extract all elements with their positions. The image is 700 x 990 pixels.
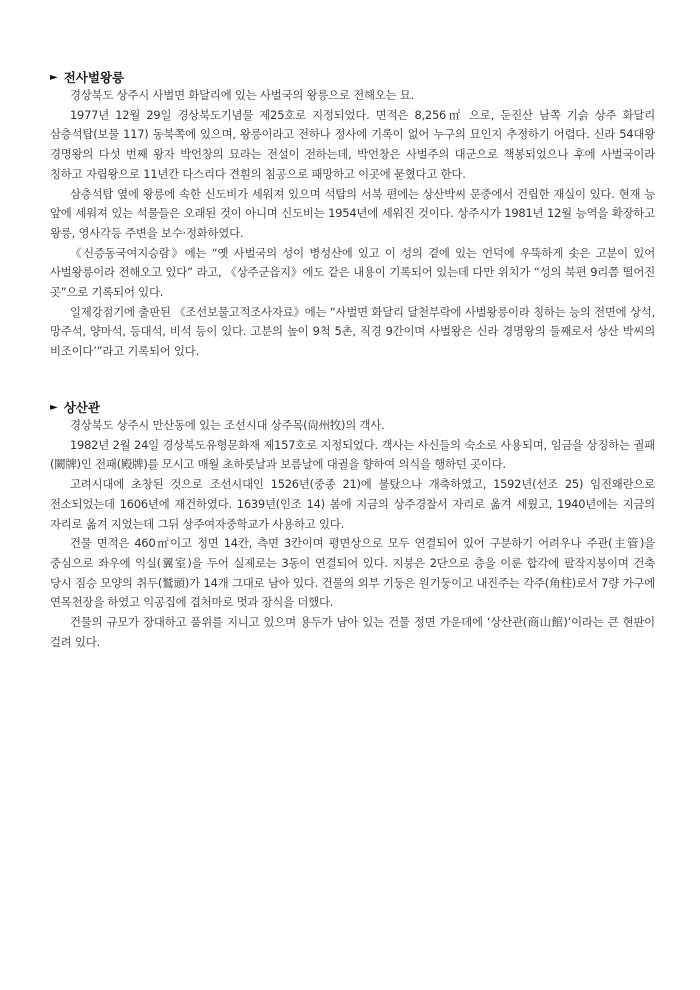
paragraph: 일제강점기에 출판된 《조선보물고적조사자료》에는 “사벌면 화달리 달천부락에 사벌왕릉이라 칭하는 능의 전면에 상석, 망주석, 양마석, 등대석, 비석 등이 있다. 고분의 높이 9척 5촌, 직경 9간이며 사벌왕은 신라 경명왕의 둘째로서 상산 박씨의 비조이다’”라고 기록되어 있다. (50, 304, 655, 359)
section-title: 전사벌왕릉 (63, 70, 125, 85)
section-sangsangwan (50, 398, 655, 652)
section-title: 상산관 (63, 400, 100, 415)
section-heading (50, 68, 655, 86)
paragraph: 건물 면적은 460㎡이고 정면 14칸, 측면 3칸이며 평면상으로 모두 연결되어 있어 구분하기 어려우나 주관(主管)을 중심으로 좌우에 익실(翼室)을 두어 실제로는 3동이 연결되어 있다. 지붕은 2단으로 층을 이룬 합각에 팔작지붕이며 건축 당시 짐승 모양의 취두(鷲頭)가 14개 그대로 남아 있다. 건물의 외부 기둥은 원기둥이고 내진주는 각주(角柱)로서 7량 가구에 연목천장을 하였고 익공집에 겹처마로 멋과 장식을 더했다. (50, 536, 655, 610)
paragraph: 《신증동국여지승람》에는 “옛 사벌국의 성이 병성산에 있고 이 성의 곁에 있는 언덕에 우뚝하게 솟은 고분이 있어 사벌왕릉이라 전해오고 있다” 라고, 《상주군읍지》에도 같은 내용이 기록되어 있는데 다만 위치가 “성의 북편 9리쯤 떨어진 곳”으로 기록되어 있다. (50, 245, 655, 300)
paragraph: 1982년 2월 24일 경상북도유형문화재 제157호로 지정되었다. 객사는 사신들의 숙소로 사용되며, 임금을 상징하는 궐패(闕牌)인 전패(殿牌)를 모시고 매월 초하룻날과 보름날에 대궐을 향하여 의식을 행하던 곳이다. (50, 437, 655, 472)
pointer-triangle-icon: ► (50, 71, 58, 83)
section-heading (50, 398, 655, 416)
paragraph: 삼층석탑 옆에 왕릉에 속한 신도비가 세워져 있으며 석탑의 서북 편에는 상산박씨 문중에서 건립한 재실이 있다. 현재 능 앞에 세워져 있는 석물들은 오래된 것이 아니며 신도비는 1954년에 세워진 것이다. 상주시가 1981년 12월 능역을 확장하고 왕릉, 영사각등 주변을 보수·정화하였다. (50, 186, 655, 240)
section-jeonsabeol-wangneung (50, 68, 655, 362)
pointer-triangle-icon: ► (50, 401, 58, 413)
paragraph: 경상북도 상주시 만산동에 있는 조선시대 상주목(尙州牧)의 객사. (70, 418, 385, 432)
paragraph: 경상북도 상주시 사벌면 화달리에 있는 사벌국의 왕릉으로 전해오는 묘. (70, 88, 415, 102)
paragraph: 고려시대에 초창된 것으로 조선시대인 1526년(중종 21)에 불탔으나 개축하였고, 1592년(선조 25) 임진왜란으로 전소되었는데 1606년에 재건하였다. 1639년(인조 14) 봄에 지금의 상주경찰서 자리로 옮겨 세웠고, 1940년에는 지금의 자리로 옮겨 지었는데 그뒤 상주여자중학교가 사용하고 있다. (50, 477, 655, 531)
paragraph: 건물의 규모가 장대하고 품위를 지니고 있으며 용두가 남아 있는 건물 정면 가운데에 ‘상산관(商山館)’이라는 큰 현판이 걸려 있다. (50, 615, 655, 649)
paragraph: 1977년 12월 29일 경상북도기념물 제25호로 지정되었다. 면적은 8,256㎡ 으로, 둔진산 남쪽 기슭 상주 화달리 삼층석탑(보물 117) 동북쪽에 있으며, 왕릉이라고 전하나 정사에 기록이 없어 누구의 묘인지 추정하기 어렵다. 신라 54대왕 경명왕의 다섯 번째 왕자 박언창의 묘라는 전설이 전하는데, 박언창은 사벌주의 대군으로 책봉되었으나 후에 사벌국이라 칭하고 자립왕으로 11년간 다스리다 견훤의 침공으로 패망하고 이곳에 묻혔다고 한다. (50, 107, 655, 181)
